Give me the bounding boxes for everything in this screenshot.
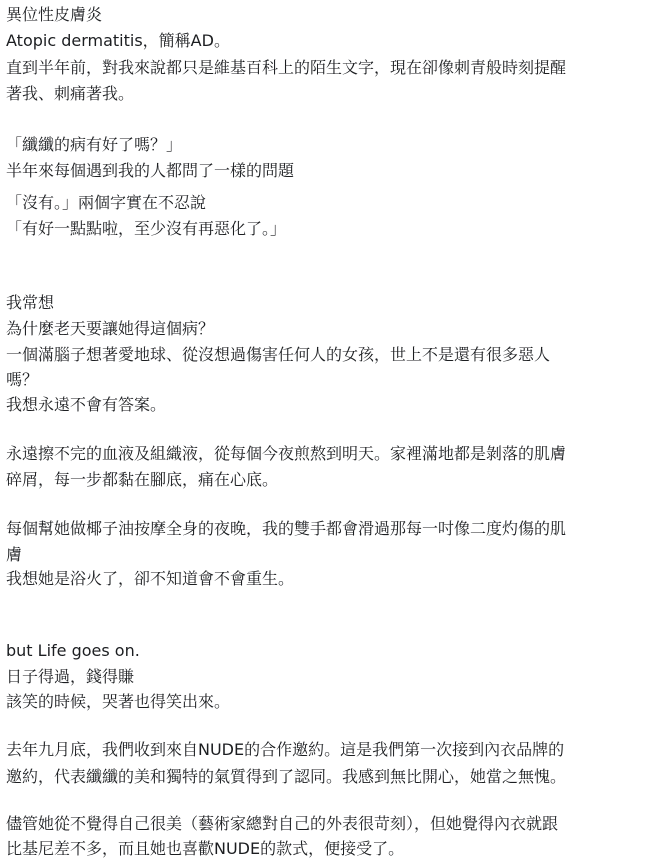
post-line: 邀約，代表纖纖的美和獨特的氣質得到了認同。我感到無比開心，她當之無愧。 bbox=[6, 767, 567, 786]
post-line: 比基尼差不多，而且她也喜歡NUDE的款式，便接受了。 bbox=[6, 839, 405, 858]
post-line: 嗎？ bbox=[6, 370, 39, 389]
post-line: 我想她是浴火了，卻不知道會不會重生。 bbox=[6, 569, 295, 588]
post-line: 永遠擦不完的血液及組織液，從每個今夜煎熬到明天。家裡滿地都是剝落的肌膚 bbox=[6, 444, 567, 463]
post-line: 「纖纖的病有好了嗎？」 bbox=[6, 135, 183, 154]
post-line: 直到半年前，對我來說都只是維基百科上的陌生文字，現在卻像刺青般時刻提醒 bbox=[6, 58, 567, 77]
post-line: 儘管她從不覺得自己很美（藝術家總對自己的外表很苛刻），但她覺得內衣就跟 bbox=[6, 814, 559, 833]
post-line: 一個滿腦子想著愛地球、從沒想過傷害任何人的女孩，世上不是還有很多惡人 bbox=[6, 345, 551, 364]
post-line: but Life goes on. bbox=[6, 641, 140, 660]
post-line: 「有好一點點啦，至少沒有再惡化了。」 bbox=[6, 219, 287, 238]
post-line: 我想永遠不會有答案。 bbox=[6, 395, 167, 414]
post-line: 為什麼老天要讓她得這個病？ bbox=[6, 319, 215, 338]
post-line: 日子得過，錢得賺 bbox=[6, 667, 135, 686]
post-line: 著我、刺痛著我。 bbox=[6, 84, 135, 103]
post-line: Atopic dermatitis，簡稱AD。 bbox=[6, 31, 230, 50]
post-line: 膚 bbox=[6, 545, 23, 564]
post-line: 我常想 bbox=[6, 293, 55, 312]
post-line: 去年九月底，我們收到來自NUDE的合作邀約。這是我們第一次接到內衣品牌的 bbox=[6, 740, 565, 759]
post-line: 每個幫她做椰子油按摩全身的夜晚，我的雙手都會滑過那每一吋像二度灼傷的肌 bbox=[6, 519, 567, 538]
post-line: 異位性皮膚炎 bbox=[6, 5, 103, 24]
post-line: 碎屑，每一步都黏在腳底，痛在心底。 bbox=[6, 470, 279, 489]
post-line: 該笑的時候，哭著也得笑出來。 bbox=[6, 692, 231, 711]
post-line: 「沒有。」兩個字實在不忍說 bbox=[6, 193, 207, 212]
post-line: 半年來每個遇到我的人都問了一樣的問題 bbox=[6, 161, 295, 180]
